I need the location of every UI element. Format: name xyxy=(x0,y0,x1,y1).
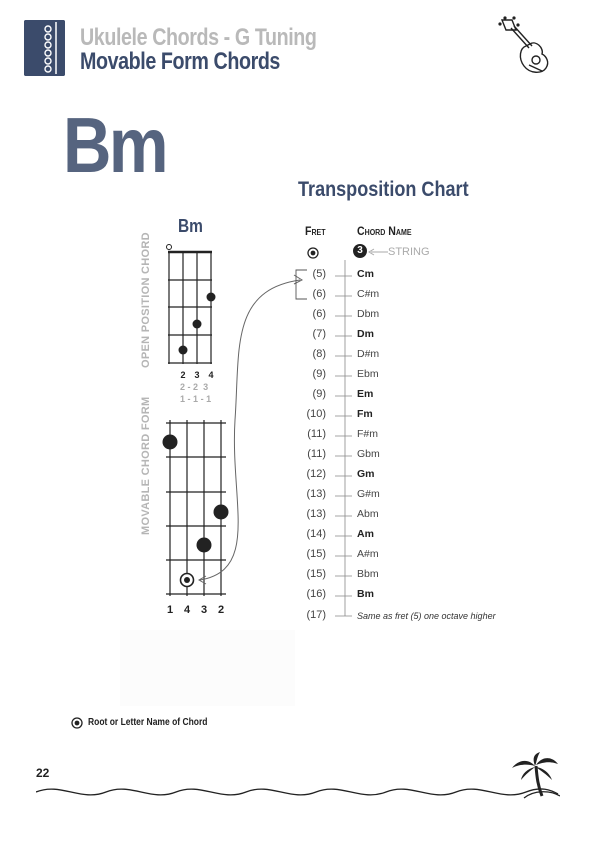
chord-name: Bbm xyxy=(357,568,379,580)
open-string-marker xyxy=(167,245,172,250)
fret-number: (16) xyxy=(306,588,326,600)
octave-note: Same as fret (5) one octave higher xyxy=(357,611,496,621)
open-finger: 3 xyxy=(194,370,200,380)
page-number: 22 xyxy=(36,766,50,780)
fret-number: (9) xyxy=(312,368,326,380)
movable-finger: 3 xyxy=(200,604,208,616)
ukulele-icon xyxy=(496,16,556,83)
open-position-label: OPEN POSITION CHORD xyxy=(140,232,152,368)
chord-name: Gm xyxy=(357,468,375,480)
diagram-chord-label: Bm xyxy=(178,216,203,236)
fret-number: (13) xyxy=(306,508,326,520)
wave-divider xyxy=(36,780,561,810)
chord-name: Abm xyxy=(357,508,379,520)
legend-text: Root or Letter Name of Chord xyxy=(88,717,208,728)
chord-name-header: Chord Name xyxy=(357,224,412,238)
palm-tree-icon xyxy=(510,752,560,800)
chord-name: Dbm xyxy=(357,308,380,320)
chord-chart-logo-icon xyxy=(24,20,65,76)
movable-finger: 4 xyxy=(183,604,191,616)
fret-number: (15) xyxy=(306,548,326,560)
chord-name: Gbm xyxy=(357,448,380,460)
fret-number: (11) xyxy=(307,448,326,460)
fret-number: (17) xyxy=(306,609,326,621)
string-number-badge: 3 xyxy=(353,244,367,258)
series-title: Ukulele Chords - G Tuning xyxy=(80,24,317,51)
movable-finger: 1 xyxy=(166,604,174,616)
chord-name: A#m xyxy=(357,548,379,560)
chord-name: F#m xyxy=(357,428,378,440)
open-finger-row3: 1 - 1 - 1 xyxy=(180,394,212,404)
fret-number: (6) xyxy=(312,288,326,300)
fret-number: (10) xyxy=(306,408,326,420)
fret-number: (7) xyxy=(312,328,326,340)
open-finger: 2 xyxy=(180,370,186,380)
string-pointer-icon xyxy=(367,248,389,256)
transposition-title: Transposition Chart xyxy=(298,178,469,201)
finger-dot xyxy=(163,435,178,450)
chord-name: Am xyxy=(357,528,374,540)
fret-number: (12) xyxy=(306,468,326,480)
string-label: STRING xyxy=(388,246,430,258)
movable-form-label: MOVABLE CHORD FORM xyxy=(140,396,152,535)
blank-area xyxy=(120,630,295,706)
chord-name: D#m xyxy=(357,348,380,360)
fret-number: (13) xyxy=(306,488,326,500)
fret-number: (8) xyxy=(312,348,326,360)
finger-dot xyxy=(179,346,188,355)
page-subtitle: Movable Form Chords xyxy=(80,48,280,75)
fret-header: Fret xyxy=(305,224,326,238)
chord-name: Em xyxy=(357,388,374,400)
fret-number: (9) xyxy=(312,388,326,400)
open-finger-row2: 2 - 2 3 xyxy=(180,382,209,392)
chord-name: G#m xyxy=(357,488,380,500)
fret-number: (15) xyxy=(306,568,326,580)
fret-number: (11) xyxy=(307,428,326,440)
root-circle-icon xyxy=(71,716,83,734)
chord-title: Bm xyxy=(63,101,166,189)
chord-name: Bm xyxy=(357,588,374,600)
chord-name: Dm xyxy=(357,328,374,340)
chord-name: C#m xyxy=(357,288,380,300)
fret-number: (14) xyxy=(306,528,326,540)
chord-name: Cm xyxy=(357,268,374,280)
open-finger: 4 xyxy=(208,370,214,380)
chord-name: Ebm xyxy=(357,368,379,380)
fret-number: (5) xyxy=(312,268,326,280)
movable-finger: 2 xyxy=(217,604,225,616)
chord-name: Fm xyxy=(357,408,373,420)
fret-number: (6) xyxy=(312,308,326,320)
